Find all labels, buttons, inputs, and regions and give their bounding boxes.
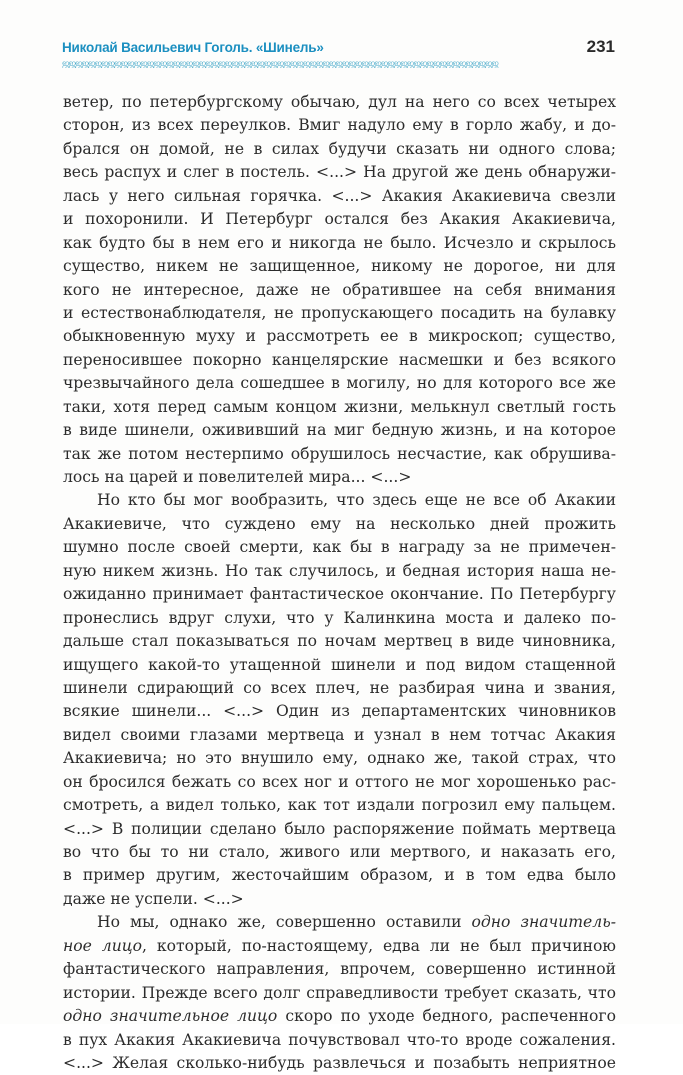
text-line — [63, 560, 616, 583]
text-line — [63, 349, 616, 372]
text-line — [63, 630, 616, 653]
ornamental-divider: ஜஜஜஜஜஜஜஜஜஜஜஜஜஜஜஜஜஜஜஜஜஜஜஜஜஜஜஜஜஜஜஜஜஜஜஜஜஜஜஜஜஜஜஜஜஜஜஜஜஜஜஜஜஜஜஜஜஜஜஜஜஜஜஜஜஜஜ — [62, 60, 498, 68]
page-number: 231 — [586, 37, 615, 56]
text-line — [63, 466, 616, 489]
text-run: Но кто бы мог вообразить, что здесь еще не все об Акакии — [97, 491, 616, 510]
text-run: кого не интересное, даже не обратившее на себя внимания — [63, 280, 616, 299]
text-run: шумно после своей смерти, как бы в награду за не примечен- — [63, 538, 616, 557]
text-line — [63, 818, 616, 841]
text-run: во что бы то ни стало, живого или мертвого, и наказать его, — [63, 843, 616, 861]
text-line — [63, 419, 616, 442]
text-run: Акакиевича; но это внушило ему, однако же, такой страх, что — [63, 749, 616, 768]
text-run: ищущего какой-то утащенной шинели и под видом стащенной — [63, 655, 616, 674]
text-run: сторон, из всех переулков. Вмиг надуло ему в горло жабу, и до- — [63, 116, 616, 135]
running-title: Николай Васильевич Гоголь. «Шинель» — [62, 40, 324, 55]
text-run: в виде шинели, ожививший на миг бедную жизнь, и на которое — [63, 421, 616, 440]
text-line — [63, 841, 616, 864]
text-run: существо, никем не защищенное, никому не дорогое, ни для — [63, 257, 616, 276]
text-run: ную никем жизнь. Но так случилось, и бедная история наша не- — [63, 561, 616, 580]
text-run: брался он домой, не в силах будучи сказать ни одного слова; — [63, 139, 616, 158]
text-run: и естествонаблюдателя, не пропускающего посадить на булавку — [63, 303, 616, 322]
text-run: лась у него сильная горячка. <...> Акакия Акакиевича свезли — [63, 186, 616, 205]
text-line — [63, 747, 616, 770]
text-run: истории. Прежде всего долг справедливости требует сказать, что — [63, 983, 616, 1002]
text-run: всякие шинели... <...> Один из департаментских чиновников — [63, 702, 616, 721]
italic-phrase: одно значитель- — [471, 913, 616, 932]
text-run: ожиданно принимает фантастическое окончание. По Петербургу — [63, 585, 616, 604]
text-run: Акакиевиче, что суждено ему на несколько дней прожить — [63, 514, 616, 533]
text-line — [63, 864, 616, 887]
text-line — [63, 536, 616, 559]
text-run: фантастического направления, впрочем, совершенно истинной — [63, 960, 616, 979]
text-run: таки, хотя перед самым концом жизни, мелькнул светлый гость — [63, 397, 616, 416]
text-line — [63, 279, 616, 302]
text-run: в пример другим, жесточайшим образом, и в том едва было — [63, 866, 616, 885]
text-line — [63, 91, 616, 114]
text-line — [63, 443, 616, 466]
text-run: переносившее покорно канцелярские насмешки и без всякого — [63, 350, 616, 369]
text-line — [63, 372, 616, 395]
text-run: дальше стал показываться по ночам мертвец в виде чиновника, — [63, 632, 616, 651]
text-run: даже не успели. <...> — [63, 889, 244, 908]
italic-phrase: ное лицо — [63, 936, 143, 955]
text-line — [63, 232, 616, 255]
text-run: он бросился бежать со всех ног и оттого не мог хорошенько рас- — [63, 772, 616, 791]
text-line — [63, 1029, 616, 1052]
text-run: смотреть, а видел только, как тот издали погрозил ему пальцем. — [63, 796, 616, 815]
text-run: и похоронили. И Петербург остался без Акакия Акакиевича, — [63, 210, 616, 229]
text-line — [63, 396, 616, 419]
text-run: шинели сдирающий со всех плеч, не разбирая чина и звания, — [63, 678, 616, 697]
text-line — [63, 325, 616, 348]
body-text — [63, 91, 616, 1075]
text-line — [63, 138, 616, 161]
text-line — [63, 958, 616, 981]
text-line — [63, 794, 616, 817]
text-line — [63, 255, 616, 278]
text-run: видел своими глазами мертвеца и узнал в нем тотчас Акакия — [63, 725, 616, 744]
text-line — [63, 185, 616, 208]
text-line — [63, 1005, 616, 1028]
text-line — [63, 1052, 616, 1075]
text-line — [63, 607, 616, 630]
text-run: лось на царей и повелителей мира... <...> — [63, 468, 412, 486]
text-line — [63, 982, 616, 1005]
text-run: как будто бы в нем его и никогда не было. Исчезло и скрылось — [63, 233, 616, 252]
italic-phrase: одно значительное лицо — [63, 1007, 278, 1026]
text-line — [63, 583, 616, 606]
text-run: <...> Желая сколько-нибудь развлечься и позабыть неприятное — [63, 1053, 616, 1072]
text-run: весь распух и слег в постель. <...> На другой же день обнаружи- — [63, 163, 616, 182]
text-line — [63, 302, 616, 325]
text-run: так же потом нестерпимо обрушилось несчастие, как обрушива- — [63, 444, 616, 463]
text-line — [63, 489, 616, 512]
text-line — [63, 700, 616, 723]
text-run: пронеслись вдруг слухи, что у Калинкина моста и далеко по- — [63, 608, 616, 627]
text-run: Но мы, однако же, совершенно оставили — [97, 913, 472, 932]
text-line — [63, 771, 616, 794]
text-run: чрезвычайного дела сошедшее в могилу, но для которого все же — [63, 374, 616, 393]
text-line — [63, 161, 616, 184]
text-line — [63, 208, 616, 231]
text-line — [63, 114, 616, 137]
text-run: обыкновенную муху и рассмотреть ее в микроскоп; существо, — [63, 327, 616, 346]
text-run: <...> В полиции сделано было распоряжение поймать мертвеца — [63, 819, 616, 838]
text-line — [63, 911, 616, 934]
text-line — [63, 654, 616, 677]
text-line — [63, 935, 616, 958]
text-run: ветер, по петербургскому обычаю, дул на него со всех четырех — [63, 93, 616, 111]
text-run: скоро по уходе бедного, распеченного — [277, 1007, 616, 1026]
text-line — [63, 677, 616, 700]
text-run: в пух Акакия Акакиевича почувствовал что-то вроде сожаления. — [63, 1030, 616, 1049]
text-line — [63, 724, 616, 747]
text-run: , который, по-настоящему, едва ли не был причиною — [142, 936, 616, 955]
text-line — [63, 513, 616, 536]
text-line — [63, 888, 616, 911]
